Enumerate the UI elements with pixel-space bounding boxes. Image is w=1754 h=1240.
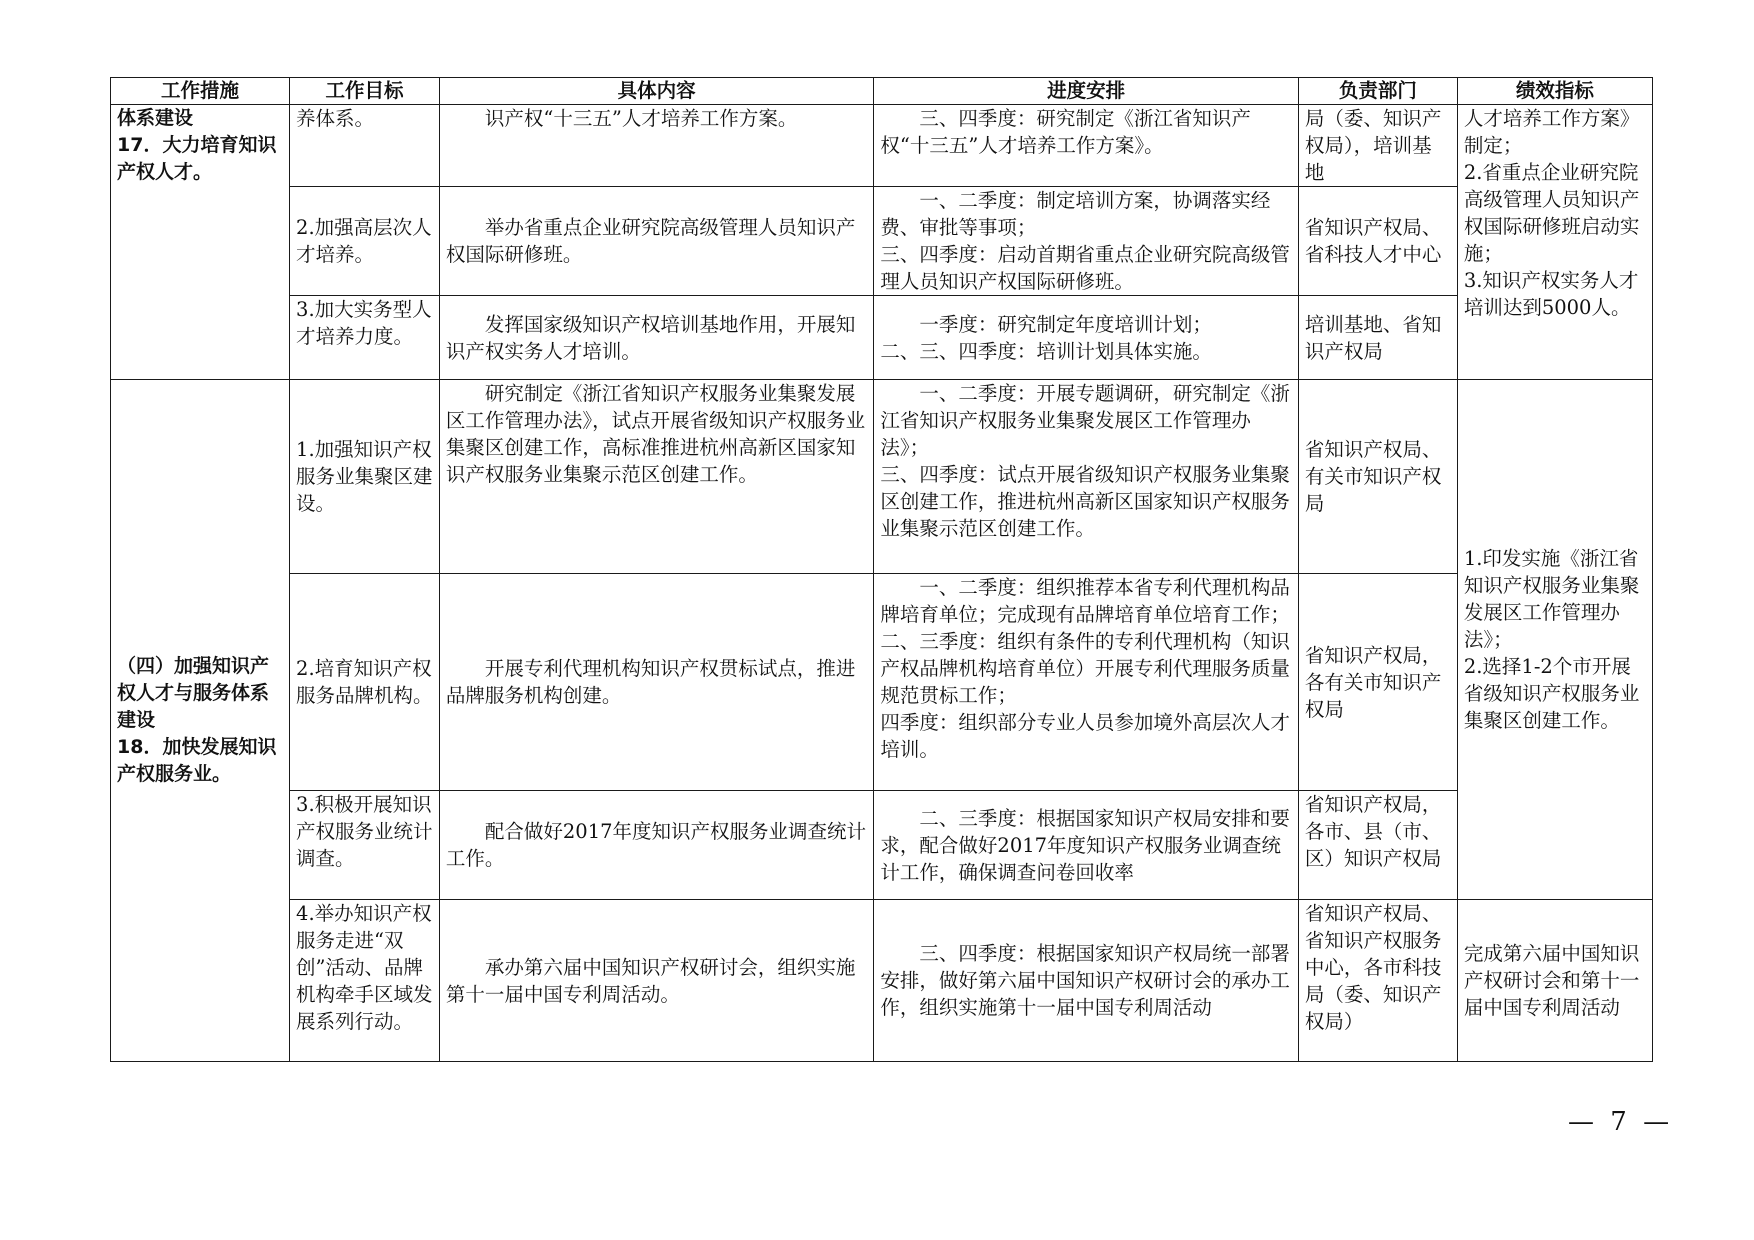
schedule-cell: 一季度：研究制定年度培训计划； 二、三、四季度：培训计划具体实施。 <box>874 296 1298 380</box>
department-cell: 省知识产权局，各市、县（市、区）知识产权局 <box>1298 791 1457 900</box>
schedule-cell: 一、二季度：开展专题调研，研究制定《浙江省知识产权服务业集聚发展区工作管理办法》； 三、四季度：试点开展省级知识产权服务业集聚区创建工作，推进杭州高新区国家知识产权服务业集聚示范区创建工作。 <box>874 380 1298 574</box>
content-cell: 配合做好2017年度知识产权服务业调查统计工作。 <box>439 791 874 900</box>
indicator-cell: 人才培养工作方案》制定； 2.省重点企业研究院高级管理人员知识产权国际研修班启动实施； 3.知识产权实务人才培训达到5000人。 <box>1457 105 1652 380</box>
goal-cell: 1.加强知识产权服务业集聚区建设。 <box>290 380 440 574</box>
table-row <box>111 296 1653 380</box>
goal-cell: 2.加强高层次人才培养。 <box>290 187 440 296</box>
schedule-cell: 三、四季度：研究制定《浙江省知识产权“十三五”人才培养工作方案》。 <box>874 105 1298 187</box>
goal-cell: 3.加大实务型人才培养力度。 <box>290 296 440 380</box>
measure-cell-18: （四）加强知识产权人才与服务体系建设 18．加快发展知识产权服务业。 <box>111 380 290 1062</box>
measure-cell-17: 体系建设 17．大力培育知识产权人才。 <box>111 105 290 380</box>
content-cell: 研究制定《浙江省知识产权服务业集聚发展区工作管理办法》，试点开展省级知识产权服务业集聚区创建工作，高标准推进杭州高新区国家知识产权服务业集聚示范区创建工作。 <box>439 380 874 574</box>
department-cell: 省知识产权局，各有关市知识产权局 <box>1298 574 1457 791</box>
department-cell: 省知识产权局、省科技人才中心 <box>1298 187 1457 296</box>
header-schedule: 进度安排 <box>874 78 1298 105</box>
goal-cell: 2.培育知识产权服务品牌机构。 <box>290 574 440 791</box>
page-number: — 7 — <box>1568 1107 1674 1137</box>
department-cell: 省知识产权局、省知识产权服务中心，各市科技局（委、知识产权局） <box>1298 900 1457 1062</box>
goal-cell: 3.积极开展知识产权服务业统计调查。 <box>290 791 440 900</box>
goal-cell: 4.举办知识产权服务走进“双创”活动、品牌机构牵手区域发展系列行动。 <box>290 900 440 1062</box>
work-plan-table <box>110 77 1653 1062</box>
schedule-cell: 一、二季度：制定培训方案，协调落实经费、审批等事项； 三、四季度：启动首期省重点企业研究院高级管理人员知识产权国际研修班。 <box>874 187 1298 296</box>
header-goal: 工作目标 <box>290 78 440 105</box>
schedule-cell: 二、三季度：根据国家知识产权局安排和要求，配合做好2017年度知识产权服务业调查统计工作，确保调查问卷回收率 <box>874 791 1298 900</box>
header-measure: 工作措施 <box>111 78 290 105</box>
table-row <box>111 105 1653 187</box>
content-cell: 举办省重点企业研究院高级管理人员知识产权国际研修班。 <box>439 187 874 296</box>
indicator-cell: 完成第六届中国知识产权研讨会和第十一届中国专利周活动 <box>1457 900 1652 1062</box>
department-cell: 培训基地、省知识产权局 <box>1298 296 1457 380</box>
table-row <box>111 574 1653 791</box>
table-row <box>111 380 1653 574</box>
department-cell: 局（委、知识产权局），培训基地 <box>1298 105 1457 187</box>
schedule-cell: 一、二季度：组织推荐本省专利代理机构品牌培育单位；完成现有品牌培育单位培育工作； 二、三季度：组织有条件的专利代理机构（知识产权品牌机构培育单位）开展专利代理服务质量规范贯标工作； 四季度：组织部分专业人员参加境外高层次人才培训。 <box>874 574 1298 791</box>
goal-cell: 养体系。 <box>290 105 440 187</box>
table-row <box>111 900 1653 1062</box>
department-cell: 省知识产权局、有关市知识产权局 <box>1298 380 1457 574</box>
header-department: 负责部门 <box>1298 78 1457 105</box>
table-row <box>111 791 1653 900</box>
header-indicator: 绩效指标 <box>1457 78 1652 105</box>
table-row <box>111 187 1653 296</box>
schedule-cell: 三、四季度：根据国家知识产权局统一部署安排，做好第六届中国知识产权研讨会的承办工作，组织实施第十一届中国专利周活动 <box>874 900 1298 1062</box>
indicator-cell: 1.印发实施《浙江省知识产权服务业集聚发展区工作管理办法》； 2.选择1-2个市开展省级知识产权服务业集聚区创建工作。 <box>1457 380 1652 900</box>
content-cell: 识产权“十三五”人才培养工作方案。 <box>439 105 874 187</box>
header-content: 具体内容 <box>439 78 874 105</box>
table-header-row <box>111 78 1653 105</box>
content-cell: 开展专利代理机构知识产权贯标试点，推进品牌服务机构创建。 <box>439 574 874 791</box>
content-cell: 承办第六届中国知识产权研讨会，组织实施第十一届中国专利周活动。 <box>439 900 874 1062</box>
content-cell: 发挥国家级知识产权培训基地作用，开展知识产权实务人才培训。 <box>439 296 874 380</box>
